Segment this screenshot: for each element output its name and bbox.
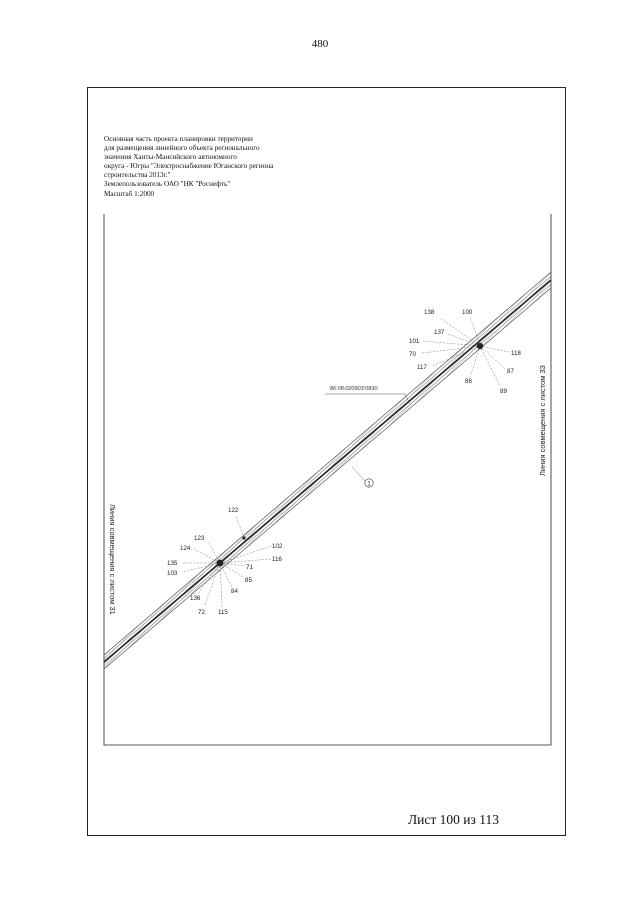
title-line: Землепользователь ОАО "НК "Роснефть" [104, 180, 231, 189]
match-line-left-label: Линия совмещения с листом 31 [108, 504, 117, 615]
leader-line [480, 346, 509, 352]
parcel-label: 86:08:020903:0830 [330, 386, 378, 392]
title-line: округа - Югры "Электроснабжение Юганского региона [104, 162, 274, 171]
power-line-axis [104, 280, 551, 662]
point-label: 136 [190, 595, 201, 602]
point-label: 123 [194, 535, 205, 542]
corridor-edge-upper [104, 272, 551, 655]
point-label: 138 [424, 309, 435, 316]
point-label: 115 [218, 609, 228, 616]
point-label: 124 [180, 545, 191, 552]
leader-line [208, 541, 220, 563]
title-line: для размещения линейного объекта регионального [104, 144, 260, 153]
corridor-inner-line [104, 284, 551, 666]
object-marker-label: 1 [367, 481, 371, 488]
leader-line [440, 318, 480, 346]
point-label: 101 [409, 338, 420, 345]
point-label: 85 [245, 577, 252, 584]
point-label: 70 [409, 351, 416, 358]
leader-line [480, 346, 500, 386]
leader-line [220, 563, 232, 587]
point-label: 117 [417, 364, 427, 371]
title-line: строительства 2013г." [104, 171, 171, 180]
title-line: значения Ханты-Мансийского автономного [104, 153, 237, 162]
point-label: 100 [462, 309, 473, 316]
page-number: 480 [311, 38, 329, 50]
corridor-edge-lower [104, 288, 551, 669]
node-point [477, 343, 483, 349]
point-label: 135 [167, 560, 178, 567]
node-point [242, 536, 245, 539]
leader-line [480, 346, 505, 369]
corridor-inner-line [104, 276, 551, 658]
point-label: 72 [198, 609, 205, 616]
point-label: 103 [167, 570, 178, 577]
point-label: 84 [231, 588, 238, 595]
title-line: Основная часть проекта планировки территории [104, 135, 253, 143]
point-label: 137 [434, 329, 445, 336]
leader-line [236, 516, 244, 538]
map-window-border [104, 214, 551, 745]
point-label: 122 [228, 507, 239, 514]
point-label: 116 [272, 556, 282, 563]
point-label: 102 [272, 543, 283, 550]
node-point [217, 560, 224, 567]
point-label: 89 [500, 388, 507, 395]
object-marker-leader [352, 467, 365, 481]
point-label: 86 [465, 378, 472, 385]
sheet-label: Лист 100 из 113 [408, 812, 499, 827]
point-label: 71 [246, 564, 253, 571]
scale-line: Масштаб 1:2000 [104, 189, 155, 198]
point-label: 87 [507, 368, 514, 375]
point-label: 118 [511, 350, 521, 357]
match-line-right-label: Линия совмещения с листом 33 [538, 365, 547, 476]
